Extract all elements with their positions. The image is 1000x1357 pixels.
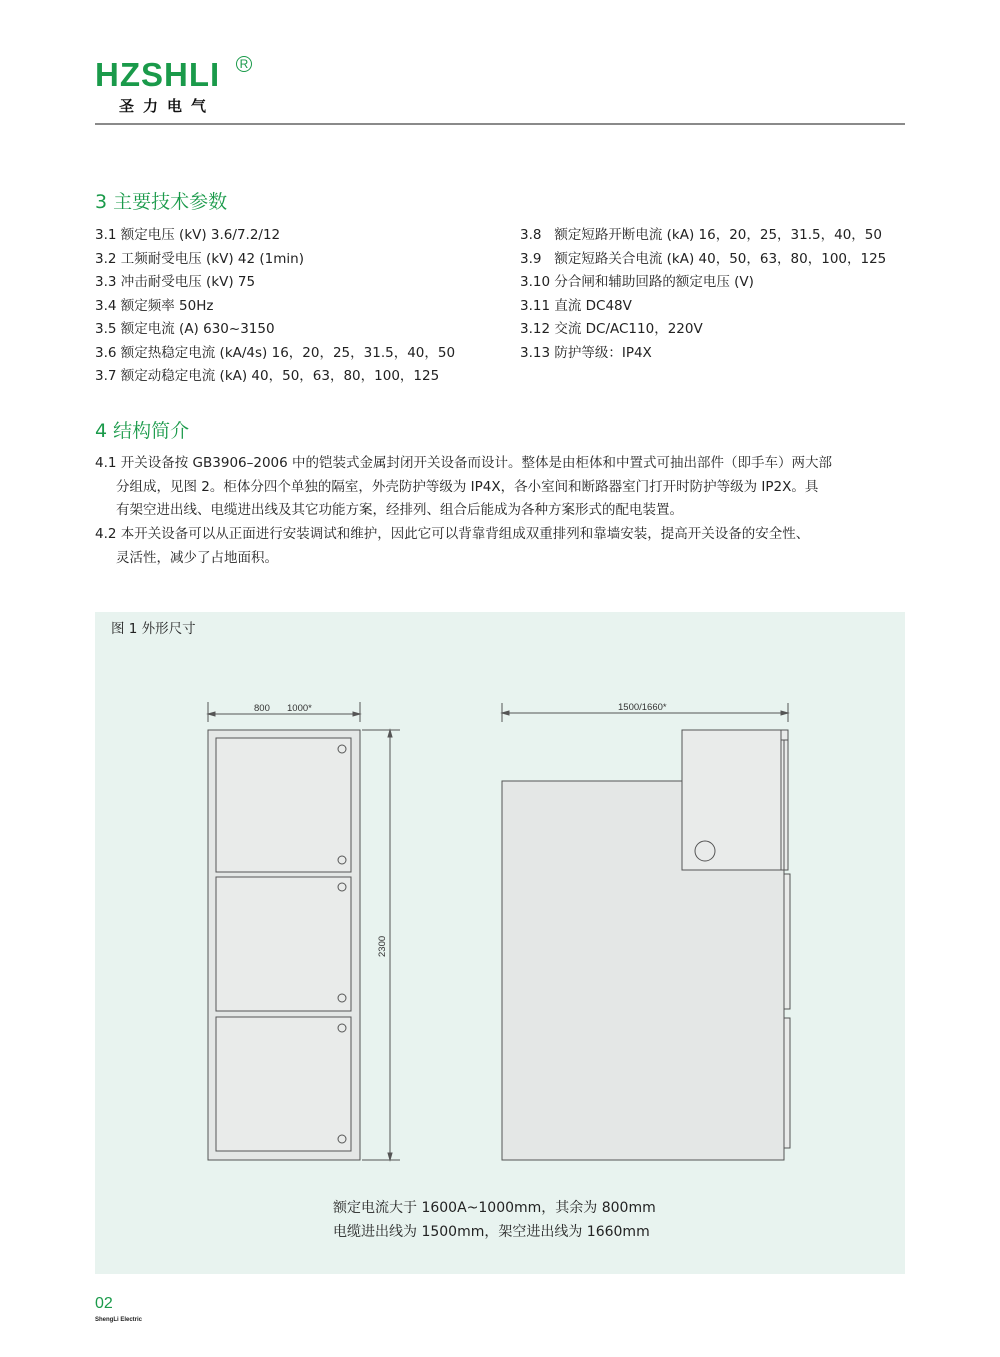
param-item: 3.11 直流 DC48V [520,297,632,314]
dim-arrow [208,712,215,716]
param-item: 3.4 额定频率 50Hz [95,297,214,314]
logo-wordmark: HZSHLI [95,56,221,93]
param-item: 3.12 交流 DC/AC110，220V [520,321,703,337]
side-top-flange [781,730,788,740]
footer-brand: ShengLi Electric [95,1317,143,1323]
paragraph-line: 有架空进出线、电缆进出线及其它功能方案，经排列、组合后能成为各种方案形式的配电装置。 [116,502,683,518]
front-view [208,702,400,1160]
dim-arrow [502,711,509,715]
side-view [502,703,790,1160]
paragraph-line: 4.2 本开关设备可以从正面进行安装调试和维护，因此它可以背靠背组成双重排列和靠墙安装，提高开关设备的安全性、 [95,526,810,542]
param-item: 3.9 额定短路关合电流 (kA) 40，50，63，80，100，125 [520,250,887,267]
front-door-lower [216,1017,351,1151]
dim-height: 2300 [377,935,388,957]
dim-depth: 1500/1660* [618,702,667,713]
side-top-compartment [682,730,784,870]
logo-chinese-name: 圣力电气 [119,97,216,115]
dim-arrow [388,730,392,737]
dim-arrow [781,711,788,715]
page-number: 02 [95,1295,113,1312]
dim-width-a: 800 [254,703,270,714]
param-item: 3.3 冲击耐受电压 (kV) 75 [95,274,256,290]
param-item: 3.5 额定电流 (A) 630~3150 [95,321,275,337]
front-door-upper [216,738,351,872]
param-item: 3.8 额定短路开断电流 (kA) 16，20，25，31.5，40，50 [520,227,882,243]
param-item: 3.2 工频耐受电压 (kV) 42 (1min) [95,250,304,267]
paragraph-line: 分组成，见图 2。柜体分四个单独的隔室，外壳防护等级为 IP4X，各小室间和断路器室门打开时防护等级为 IP2X。具 [116,478,819,495]
figure-note-line: 额定电流大于 1600A~1000mm，其余为 800mm [333,1200,656,1216]
figure-note-line: 电缆进出线为 1500mm，架空进出线为 1660mm [333,1224,650,1240]
registered-mark: R [236,56,252,72]
side-top-rail [784,740,788,870]
front-door-middle [216,877,351,1011]
figure-note [333,1196,656,1244]
side-rear-panel [784,874,790,1009]
side-rear-panel [784,1018,790,1148]
param-item: 3.13 防护等级：IP4X [520,344,652,361]
param-item: 3.10 分合闸和辅助回路的额定电压 (V) [520,274,754,290]
dim-arrow [353,712,360,716]
paragraph-line: 灵活性，减少了占地面积。 [116,549,278,566]
param-item: 3.7 额定动稳定电流 (kA) 40，50，63，80，100，125 [95,368,440,384]
dim-width-b: 1000* [287,703,312,714]
section-3-title: 3 主要技术参数 [95,191,228,213]
param-item: 3.1 额定电压 (kV) 3.6/7.2/12 [95,227,281,243]
param-item: 3.6 额定热稳定电流 (kA/4s) 16，20，25，31.5，40，50 [95,344,456,361]
section-4-title: 4 结构简介 [95,420,190,442]
dim-arrow [388,1153,392,1160]
figure-title: 图 1 外形尺寸 [111,621,196,637]
paragraph-line: 4.1 开关设备按 GB3906–2006 中的铠装式金属封闭开关设备而设计。整体是由柜体和中置式可抽出部件（即手车）两大部 [95,455,833,471]
